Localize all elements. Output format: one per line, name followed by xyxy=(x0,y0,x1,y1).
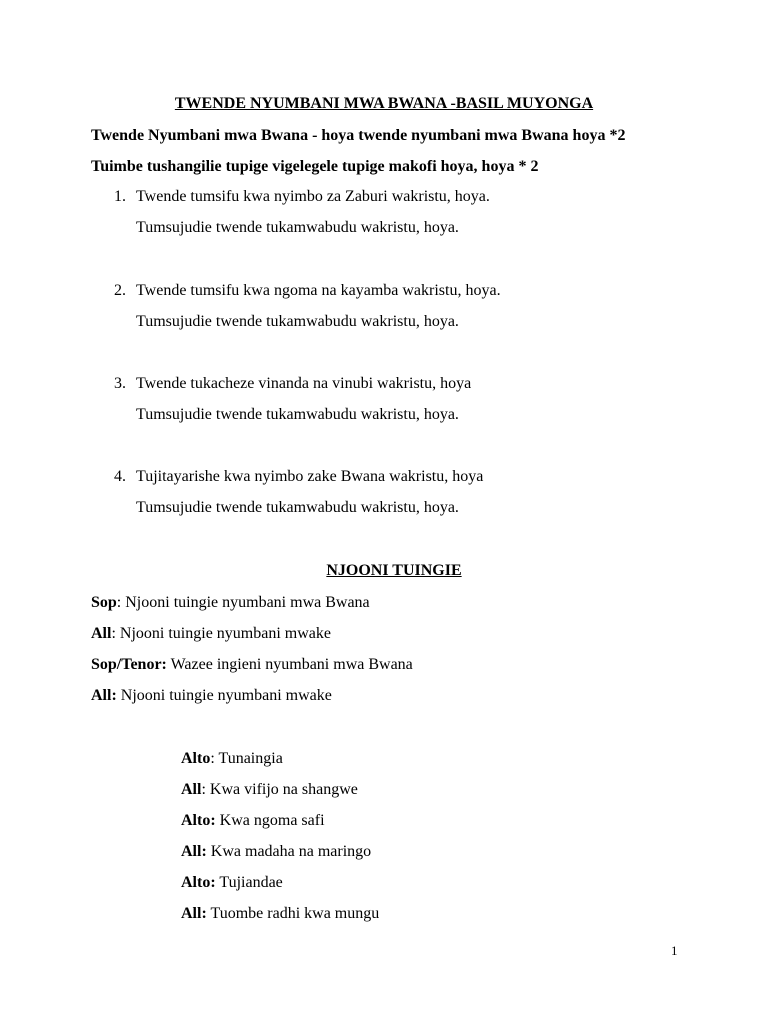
part-label: Alto: xyxy=(181,812,216,829)
verse-line: Twende tukacheze vinanda na vinubi wakristu, hoya xyxy=(136,375,472,392)
part-separator: : xyxy=(111,625,120,642)
verse-line: Tumsujudie twende tukamwabudu wakristu, hoya. xyxy=(136,499,459,516)
part-text: Kwa madaha na maringo xyxy=(210,843,372,860)
part-line xyxy=(181,904,379,924)
part-line xyxy=(91,624,331,644)
part-text: Njooni tuingie nyumbani mwa Bwana xyxy=(125,594,370,611)
part-text: Wazee ingieni nyumbani mwa Bwana xyxy=(170,656,413,673)
page-number: 1 xyxy=(671,943,678,958)
verse-number: 1. xyxy=(114,188,126,205)
part-text: Njooni tuingie nyumbani mwake xyxy=(120,687,332,704)
verse-number: 3. xyxy=(114,375,126,392)
part-text: Kwa ngoma safi xyxy=(219,812,325,829)
verse-number: 4. xyxy=(114,468,126,485)
part-separator: : xyxy=(116,594,126,611)
song-title: NJOONI TUINGIE xyxy=(326,562,462,579)
part-text: Tujiandae xyxy=(219,874,283,891)
verse-line: Tumsujudie twende tukamwabudu wakristu, hoya. xyxy=(136,406,459,423)
part-label: Sop/Tenor: xyxy=(91,656,167,673)
part-separator: : xyxy=(210,750,219,767)
part-line xyxy=(181,873,283,893)
part-text: Njooni tuingie nyumbani mwake xyxy=(119,625,331,642)
chorus-line: Twende Nyumbani mwa Bwana - hoya twende nyumbani mwa Bwana hoya *2 xyxy=(91,127,626,144)
part-label: All xyxy=(91,625,112,642)
part-line xyxy=(181,780,358,800)
verse-line: Twende tumsifu kwa ngoma na kayamba wakristu, hoya. xyxy=(136,282,501,299)
part-label: Alto xyxy=(181,750,211,767)
song-title: TWENDE NYUMBANI MWA BWANA -BASIL MUYONGA xyxy=(174,95,594,112)
part-separator: : xyxy=(201,781,210,798)
verse-line: Tujitayarishe kwa nyimbo zake Bwana wakristu, hoya xyxy=(136,468,484,485)
part-label: All: xyxy=(181,905,207,922)
part-label: All: xyxy=(91,687,117,704)
verse-line: Tumsujudie twende tukamwabudu wakristu, hoya. xyxy=(136,219,459,236)
chorus-line: Tuimbe tushangilie tupige vigelegele tupige makofi hoya, hoya * 2 xyxy=(91,158,539,175)
part-line xyxy=(181,811,325,831)
part-line xyxy=(181,842,371,862)
part-text: Tuombe radhi kwa mungu xyxy=(210,905,380,922)
part-text: Kwa vifijo na shangwe xyxy=(209,781,358,798)
part-label: Sop xyxy=(91,594,117,611)
part-label: All: xyxy=(181,843,207,860)
verse-number: 2. xyxy=(114,282,126,299)
part-text: Tunaingia xyxy=(218,750,283,767)
verse-line: Twende tumsifu kwa nyimbo za Zaburi wakristu, hoya. xyxy=(136,188,490,205)
part-line xyxy=(91,593,370,613)
part-line xyxy=(91,686,332,706)
part-line xyxy=(91,655,413,675)
part-line xyxy=(181,749,283,769)
part-label: All xyxy=(181,781,202,798)
part-label: Alto: xyxy=(181,874,216,891)
verse-line: Tumsujudie twende tukamwabudu wakristu, hoya. xyxy=(136,313,459,330)
